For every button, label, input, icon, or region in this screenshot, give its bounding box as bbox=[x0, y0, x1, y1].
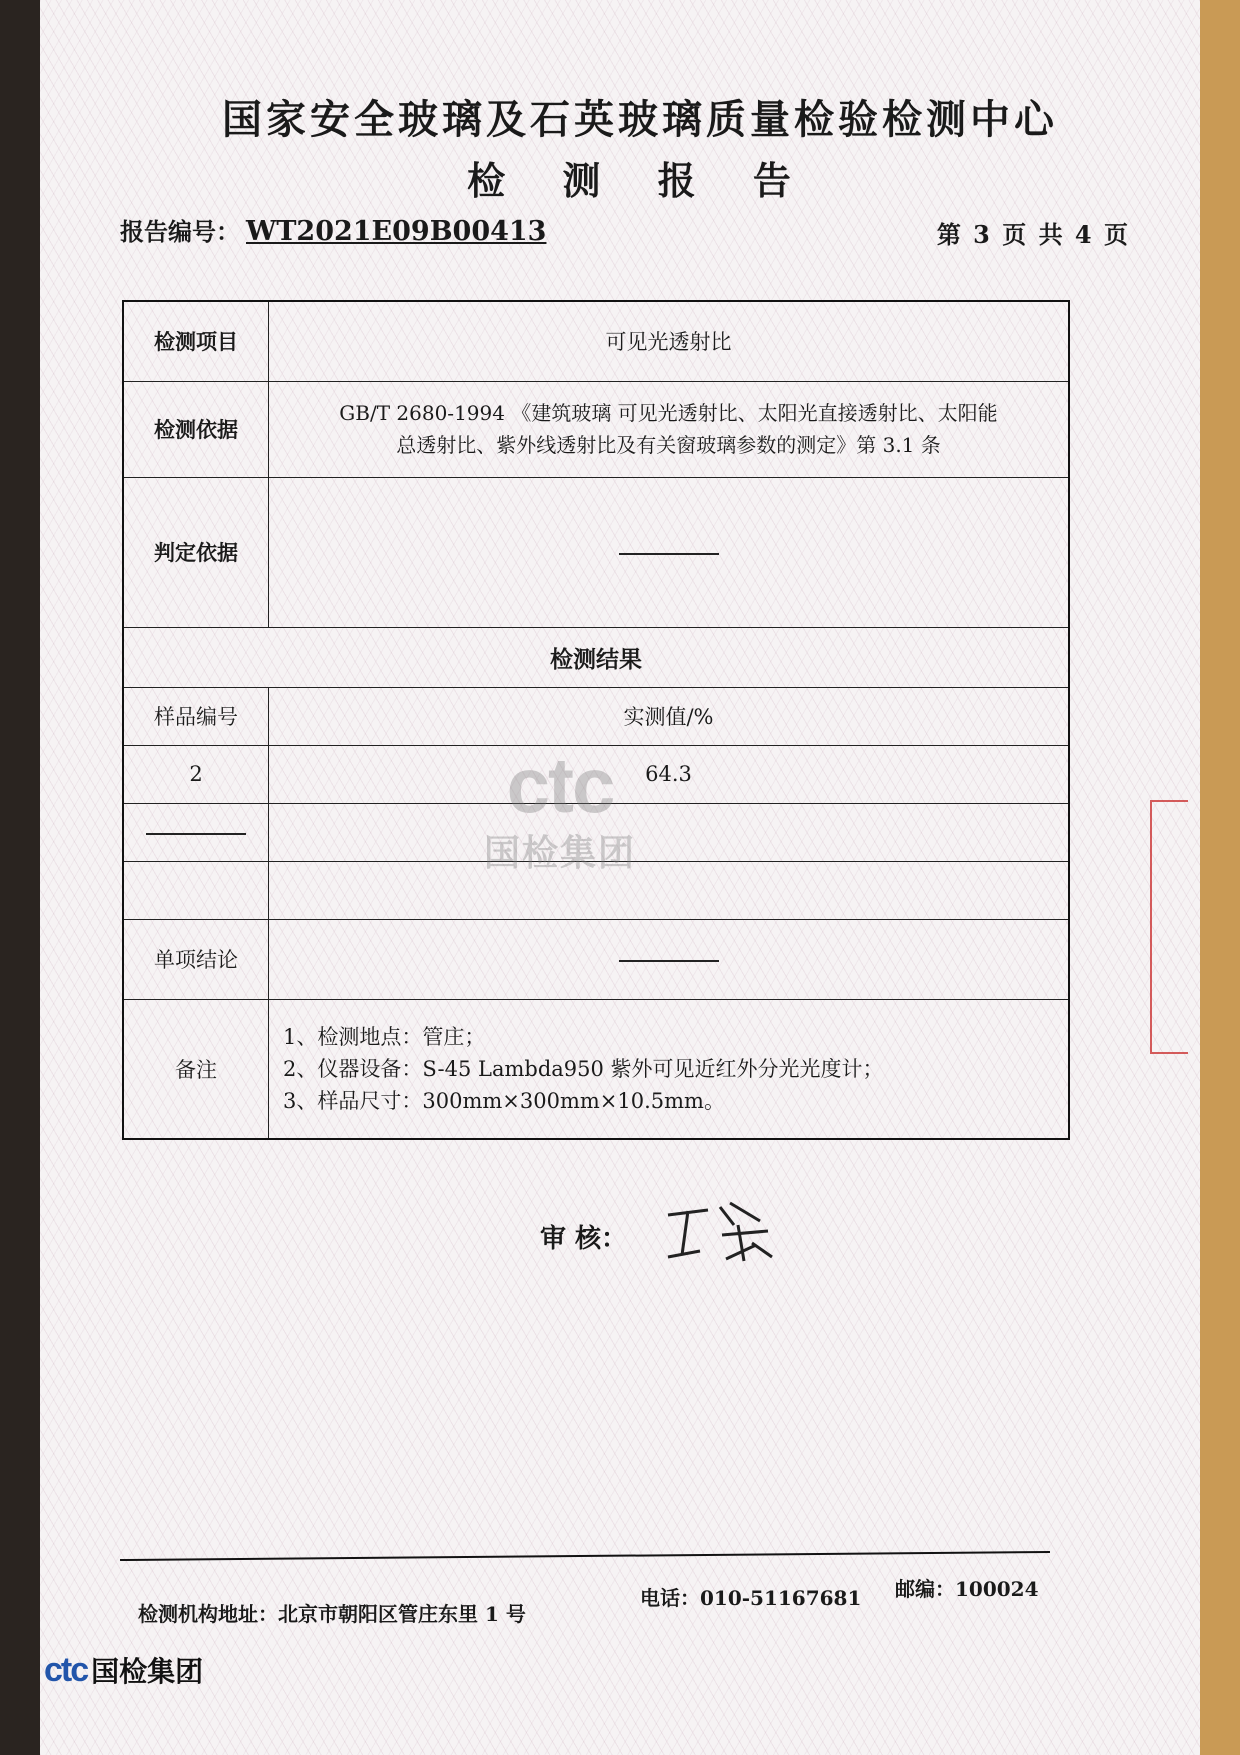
remark-1: 1、检测地点：管庄； bbox=[283, 1024, 486, 1049]
footer-zipcode: 邮编：100024 bbox=[895, 1577, 1039, 1601]
report-number-value: WT2021E09B00413 bbox=[246, 216, 547, 247]
page-info: 第 3 页 共 4 页 bbox=[936, 220, 1130, 249]
row-remarks bbox=[123, 999, 1069, 1139]
label-judgement-basis: 判定依据 bbox=[123, 477, 269, 627]
red-seal-stamp bbox=[1150, 800, 1188, 1054]
label-sample-no: 样品编号 bbox=[123, 687, 269, 745]
row-conclusion bbox=[123, 919, 1069, 999]
watermark-text: 国检集团 bbox=[483, 833, 636, 874]
label-conclusion: 单项结论 bbox=[123, 919, 269, 999]
ctc-logo-icon: ctc bbox=[44, 1651, 88, 1689]
table-row-empty bbox=[123, 861, 1069, 919]
report-number-label: 报告编号： bbox=[120, 217, 240, 246]
label-remarks: 备注 bbox=[123, 999, 269, 1139]
test-report-table bbox=[122, 300, 1070, 1140]
book-spine bbox=[0, 0, 40, 1755]
measured-value-cell: 64.3 bbox=[269, 745, 1070, 803]
footer-phone: 电话：010-51167681 bbox=[640, 1586, 862, 1610]
row-results-title bbox=[123, 627, 1069, 687]
table-row bbox=[123, 745, 1069, 803]
empty-dash bbox=[619, 960, 719, 962]
remark-2: 2、仪器设备：S-45 Lambda950 紫外可见近红外分光光度计； bbox=[283, 1056, 884, 1081]
remark-3: 3、样品尺寸：300mm×300mm×10.5mm。 bbox=[283, 1088, 725, 1113]
value-judgement-basis bbox=[269, 477, 1070, 627]
footer-address: 检测机构地址：北京市朝阳区管庄东里 1 号 bbox=[138, 1602, 526, 1626]
report-title: 检 测 报 告 bbox=[467, 158, 813, 203]
row-test-item bbox=[123, 301, 1069, 381]
row-judgement-basis bbox=[123, 477, 1069, 627]
value-test-basis bbox=[269, 381, 1070, 477]
reviewer-label: 审 核： bbox=[540, 1224, 628, 1254]
empty-value-cell bbox=[269, 861, 1070, 919]
sample-no-cell: 2 bbox=[123, 745, 269, 803]
row-test-basis bbox=[123, 381, 1069, 477]
watermark-logo: ctc bbox=[506, 741, 614, 829]
results-title: 检测结果 bbox=[123, 627, 1069, 687]
brand-logo bbox=[44, 1650, 203, 1690]
brand-name: 国检集团 bbox=[91, 1656, 204, 1687]
table-row-empty bbox=[123, 803, 1069, 861]
center-title: 国家安全玻璃及石英玻璃质量检验检测中心 bbox=[222, 96, 1058, 143]
empty-value-cell bbox=[269, 803, 1070, 861]
basis-line-2: 总透射比、紫外线透射比及有关窗玻璃参数的测定》第 3.1 条 bbox=[396, 433, 941, 457]
empty-sample-cell bbox=[123, 861, 269, 919]
row-results-header bbox=[123, 687, 1069, 745]
label-test-item: 检测项目 bbox=[123, 301, 269, 381]
empty-dash bbox=[619, 553, 719, 555]
reviewer-signature bbox=[660, 1195, 780, 1265]
value-remarks bbox=[269, 999, 1070, 1139]
empty-sample-cell bbox=[123, 803, 269, 861]
label-test-basis: 检测依据 bbox=[123, 381, 269, 477]
label-measured-value: 实测值/% bbox=[269, 687, 1070, 745]
empty-dash bbox=[146, 833, 246, 835]
report-number bbox=[120, 212, 546, 247]
value-conclusion bbox=[269, 919, 1070, 999]
value-test-item: 可见光透射比 bbox=[269, 301, 1070, 381]
basis-line-1: GB/T 2680-1994 《建筑玻璃 可见光透射比、太阳光直接透射比、太阳能 bbox=[339, 401, 998, 425]
